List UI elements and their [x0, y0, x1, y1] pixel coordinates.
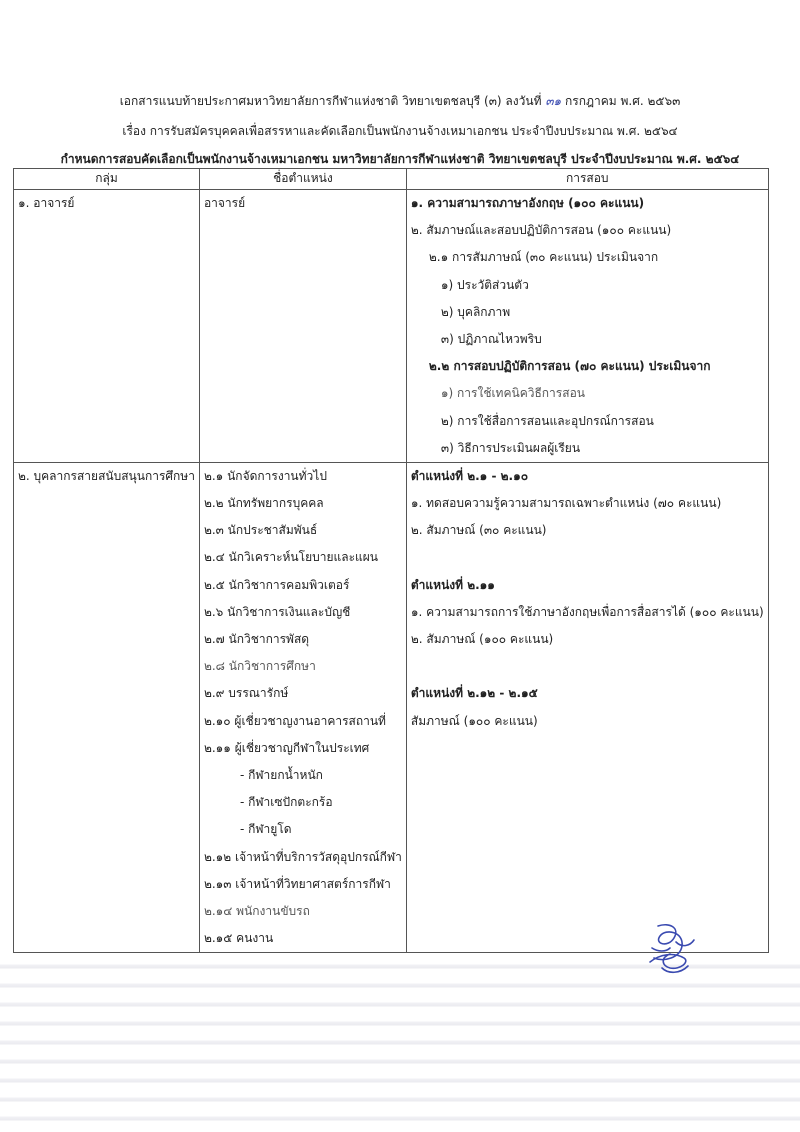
document-reference-line: เอกสารแนบท้ายประกาศมหาวิทยาลัยการกีฬาแห่งชาติ วิทยาเขตชลบุรี (๓) ลงวันที่ ๓๑ กรกฎาคม พ.ศ. ๒๕๖๓: [119, 94, 681, 108]
document-subject-line: เรื่อง การรับสมัครบุคคลเพื่อสรรหาและคัดเลือกเป็นพนักงานจ้างเหมาเอกชน ประจำปีงบประมาณ พ.ศ. ๒๕๖๔: [122, 124, 678, 138]
handwritten-day: ๓๑: [545, 94, 562, 108]
position-cell: ๒.๑ นักจัดการงานทั่วไป ๒.๒ นักทรัพยากรบุคคล ๒.๓ นักประชาสัมพันธ์ ๒.๔ นักวิเคราะห์นโยบายและแผน ๒.๕ นักวิชาการคอมพิวเตอร์ ๒.๖ นักวิชาการเงินและบัญชี ๒.๗ นักวิชาการพัสดุ ๒.๘ นักวิชาการศึกษา ๒.๙ บรรณารักษ์ ๒.๑๐ ผู้เชี่ยวชาญงานอาคารสถานที่ ๒.๑๑ ผู้เชี่ยวชาญกีฬาในประเทศ - กีฬายกน้ำหนัก - กีฬาเซปักตะกร้อ - กีฬายูโด ๒.๑๒ เจ้าหน้าที่บริการวัสดุอุปกรณ์กีฬา ๒.๑๓ เจ้าหน้าที่วิทยาศาสตร์การกีฬา ๒.๑๔ พนักงานขับรถ ๒.๑๕ คนงาน: [199, 462, 406, 952]
group-cell: ๑. อาจารย์: [14, 190, 200, 463]
signature-icon: [640, 918, 700, 978]
exam-schedule-table: [13, 168, 769, 953]
table-header-row: [14, 169, 769, 190]
table-row: [14, 190, 769, 463]
header-position: ชื่อตำแหน่ง: [199, 169, 406, 190]
position-cell: อาจารย์: [199, 190, 406, 463]
exam-cell: ๑. ความสามารถภาษาอังกฤษ (๑๐๐ คะแนน) ๒. สัมภาษณ์และสอบปฏิบัติการสอน (๑๐๐ คะแนน) ๒.๑ การสัมภาษณ์ (๓๐ คะแนน) ประเมินจาก ๑) ประวัติส่วนตัว ๒) บุคลิกภาพ ๓) ปฏิภาณไหวพริบ ๒.๒ การสอบปฏิบัติการสอน (๗๐ คะแนน) ประเมินจาก ๑) การใช้เทคนิควิธีการสอน ๒) การใช้สื่อการสอนและอุปกรณ์การสอน ๓) วิธีการประเมินผลผู้เรียน: [406, 190, 768, 463]
exam-cell: ตำแหน่งที่ ๒.๑ - ๒.๑๐ ๑. ทดสอบความรู้ความสามารถเฉพาะตำแหน่ง (๗๐ คะแนน) ๒. สัมภาษณ์ (๓๐ คะแนน) ตำแหน่งที่ ๒.๑๑ ๑. ความสามารถการใช้ภาษาอังกฤษเพื่อการสื่อสารได้ (๑๐๐ คะแนน) ๒. สัมภาษณ์ (๑๐๐ คะแนน) ตำแหน่งที่ ๒.๑๒ - ๒.๑๕ สัมภาษณ์ (๑๐๐ คะแนน): [406, 462, 768, 952]
document-title: กำหนดการสอบคัดเลือกเป็นพนักงานจ้างเหมาเอกชน มหาวิทยาลัยการกีฬาแห่งชาติ วิทยาเขตชลบุรี ประจำปีงบประมาณ พ.ศ. ๒๕๖๔: [60, 152, 740, 166]
table-row: [14, 462, 769, 952]
group-cell: ๒. บุคลากรสายสนับสนุนการศึกษา: [14, 462, 200, 952]
header-exam: การสอบ: [406, 169, 768, 190]
header-group: กลุ่ม: [14, 169, 200, 190]
